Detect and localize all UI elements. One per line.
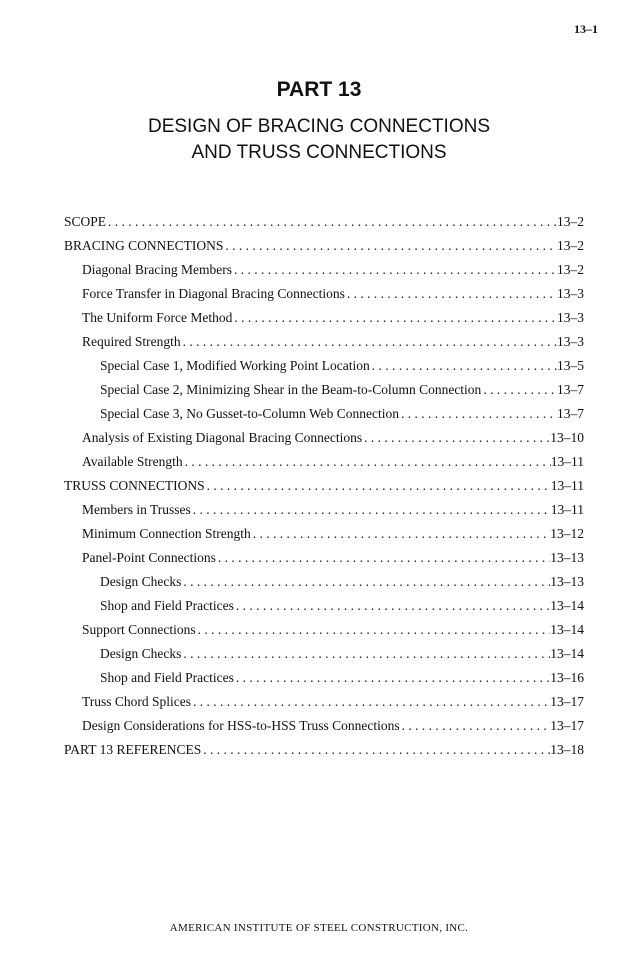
toc-entry-page: 13–17 xyxy=(550,718,584,733)
toc-entry-page: 13–14 xyxy=(550,598,584,613)
dot-leader xyxy=(362,430,550,446)
toc-entry xyxy=(64,694,584,718)
toc-entry-title: Required Strength xyxy=(82,334,181,349)
toc-entry xyxy=(64,526,584,550)
dot-leader xyxy=(232,262,557,278)
toc-entry xyxy=(64,238,584,262)
toc-entry-page: 13–16 xyxy=(550,670,584,685)
dot-leader xyxy=(181,574,550,590)
toc-entry-page: 13–14 xyxy=(550,646,584,661)
toc-entry xyxy=(64,550,584,574)
toc-entry-title: Shop and Field Practices xyxy=(100,598,234,613)
toc-entry xyxy=(64,670,584,694)
toc-entry xyxy=(64,406,584,430)
dot-leader xyxy=(399,406,557,422)
toc-entry-title: BRACING CONNECTIONS xyxy=(64,238,224,253)
toc-entry xyxy=(64,622,584,646)
toc-entry xyxy=(64,502,584,526)
toc-entry xyxy=(64,310,584,334)
toc-entry-title: Force Transfer in Diagonal Bracing Connections xyxy=(82,286,345,301)
toc-entry-page: 13–7 xyxy=(557,382,584,397)
toc-entry xyxy=(64,334,584,358)
dot-leader xyxy=(205,478,551,494)
toc-entry-page: 13–5 xyxy=(557,358,584,373)
table-of-contents xyxy=(64,214,584,766)
toc-entry-page: 13–11 xyxy=(550,478,584,493)
toc-entry-title: Design Considerations for HSS-to-HSS Truss Connections xyxy=(82,718,400,733)
toc-entry-title: Special Case 2, Minimizing Shear in the Beam-to-Column Connection xyxy=(100,382,482,397)
toc-entry xyxy=(64,358,584,382)
toc-entry-page: 13–2 xyxy=(557,214,584,229)
toc-entry xyxy=(64,382,584,406)
toc-entry xyxy=(64,598,584,622)
toc-entry-title: Panel-Point Connections xyxy=(82,550,216,565)
toc-entry-title: Support Connections xyxy=(82,622,196,637)
toc-entry-title: PART 13 REFERENCES xyxy=(64,742,202,757)
toc-entry-title: Shop and Field Practices xyxy=(100,670,234,685)
toc-entry-title: Special Case 1, Modified Working Point Location xyxy=(100,358,370,373)
toc-entry-title: Members in Trusses xyxy=(82,502,191,517)
toc-entry-page: 13–13 xyxy=(550,550,584,565)
toc-entry-page: 13–11 xyxy=(550,454,584,469)
part-title: PART 13 xyxy=(276,78,362,101)
dot-leader xyxy=(191,694,550,710)
footer: AMERICAN INSTITUTE OF STEEL CONSTRUCTION, INC. xyxy=(169,922,469,934)
toc-entry-page: 13–13 xyxy=(550,574,584,589)
dot-leader xyxy=(216,550,550,566)
dot-leader xyxy=(181,334,557,350)
dot-leader xyxy=(251,526,551,542)
dot-leader xyxy=(181,646,550,662)
toc-entry-page: 13–14 xyxy=(550,622,584,637)
toc-entry-title: SCOPE xyxy=(64,214,107,229)
toc-entry-page: 13–11 xyxy=(550,502,584,517)
dot-leader xyxy=(106,214,557,230)
dot-leader xyxy=(223,238,557,254)
toc-entry-title: Special Case 3, No Gusset-to-Column Web Connection xyxy=(100,406,399,421)
dot-leader xyxy=(234,598,550,614)
toc-entry xyxy=(64,718,584,742)
toc-entry-title: The Uniform Force Method xyxy=(82,310,233,325)
toc-entry-page: 13–7 xyxy=(557,406,584,421)
dot-leader xyxy=(481,382,557,398)
subtitle-line-1: DESIGN OF BRACING CONNECTIONS xyxy=(147,116,491,137)
toc-entry-title: Design Checks xyxy=(100,574,182,589)
dot-leader xyxy=(196,622,551,638)
toc-entry-title: Analysis of Existing Diagonal Bracing Connections xyxy=(82,430,363,445)
toc-entry xyxy=(64,214,584,238)
toc-entry-page: 13–10 xyxy=(550,430,584,445)
toc-entry-title: Available Strength xyxy=(82,454,183,469)
toc-entry-title: Minimum Connection Strength xyxy=(82,526,251,541)
dot-leader xyxy=(345,286,557,302)
subtitle-line-2: AND TRUSS CONNECTIONS xyxy=(191,142,447,163)
toc-entry xyxy=(64,262,584,286)
page-number: 13–1 xyxy=(574,22,598,36)
toc-entry-page: 13–3 xyxy=(557,286,584,301)
toc-entry-page: 13–17 xyxy=(550,694,584,709)
toc-entry xyxy=(64,574,584,598)
dot-leader xyxy=(234,670,550,686)
toc-entry-page: 13–18 xyxy=(550,742,584,757)
toc-entry xyxy=(64,454,584,478)
toc-entry-title: TRUSS CONNECTIONS xyxy=(64,478,205,493)
toc-entry-page: 13–2 xyxy=(557,238,584,253)
dot-leader xyxy=(201,742,550,758)
toc-entry-page: 13–3 xyxy=(557,310,584,325)
dot-leader xyxy=(400,718,551,734)
toc-entry xyxy=(64,430,584,454)
dot-leader xyxy=(370,358,557,374)
toc-entry-page: 13–2 xyxy=(557,262,584,277)
dot-leader xyxy=(183,454,551,470)
toc-entry xyxy=(64,286,584,310)
toc-entry xyxy=(64,646,584,670)
toc-entry xyxy=(64,742,584,766)
toc-entry-title: Design Checks xyxy=(100,646,182,661)
dot-leader xyxy=(191,502,551,518)
dot-leader xyxy=(232,310,557,326)
toc-entry xyxy=(64,478,584,502)
toc-entry-page: 13–12 xyxy=(550,526,584,541)
toc-entry-title: Diagonal Bracing Members xyxy=(82,262,232,277)
toc-entry-title: Truss Chord Splices xyxy=(82,694,192,709)
toc-entry-page: 13–3 xyxy=(557,334,584,349)
